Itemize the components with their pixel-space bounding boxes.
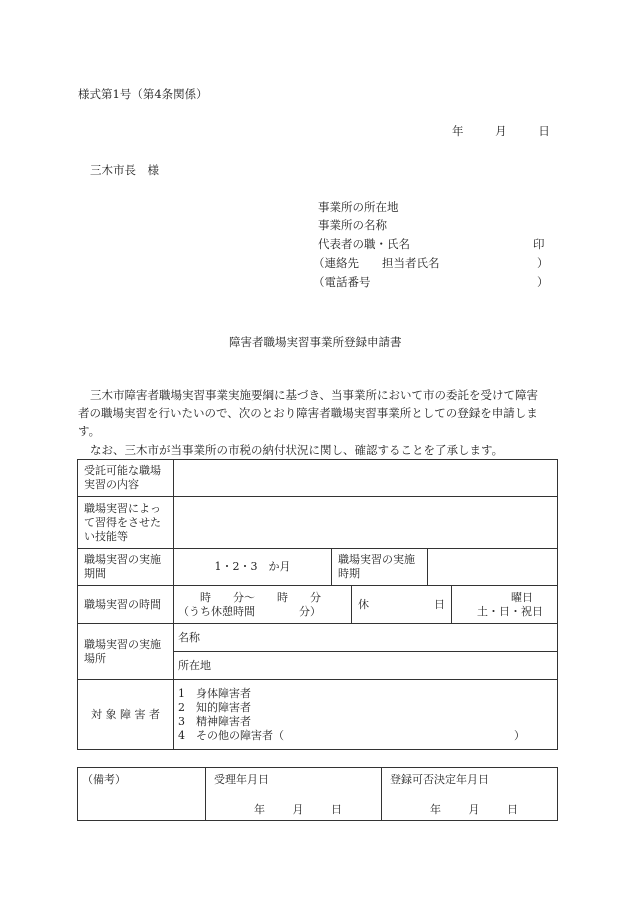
hours-label: 職場実習の時間	[78, 586, 174, 624]
period-value[interactable]: 1・2・3 か月	[174, 549, 332, 586]
received-month: 月	[292, 803, 304, 816]
remarks-label: （備考）	[82, 773, 126, 786]
contact-close: ）	[537, 256, 549, 270]
body-line-1: 三木市障害者職場実習事業実施要綱に基づき、当事業所において市の委託を受けて障害	[90, 388, 539, 402]
applicant-address-label: 事業所の所在地	[318, 200, 399, 214]
received-cell[interactable]	[206, 768, 382, 821]
content-label-2: 実習の内容	[84, 478, 139, 491]
received-year: 年	[254, 803, 265, 816]
target-physical[interactable]: 1 身体障害者	[178, 686, 251, 700]
place-label-2: 場所	[84, 651, 106, 665]
period-label-2: 期間	[84, 567, 106, 580]
skills-input[interactable]	[174, 497, 558, 549]
target-mental[interactable]: 3 精神障害者	[178, 714, 251, 728]
decision-year: 年	[430, 803, 441, 816]
applicant-name-label: 事業所の名称	[318, 218, 387, 232]
content-label-cell	[78, 460, 174, 497]
decision-month: 月	[468, 803, 480, 816]
date-month: 月	[495, 124, 507, 138]
decision-day: 日	[507, 803, 518, 816]
addressee: 三木市長 様	[90, 163, 159, 177]
target-close: ）	[514, 729, 525, 742]
place-label-1: 職場実習の実施	[84, 637, 161, 651]
place-address-input[interactable]	[174, 652, 558, 680]
body-line-3: す。	[78, 424, 101, 438]
skills-label-2: て習得をさせた	[84, 515, 161, 529]
remarks-cell[interactable]	[78, 768, 206, 821]
weekday-cell[interactable]	[452, 586, 557, 623]
date-line	[452, 123, 550, 139]
timing-input[interactable]	[428, 549, 558, 586]
skills-label-cell	[78, 497, 174, 549]
hours-break: （うち休憩時間 分）	[178, 604, 321, 618]
date-year: 年	[452, 124, 464, 138]
skills-label-3: い技能等	[84, 529, 128, 543]
decision-date	[430, 803, 518, 817]
body-line-2: 者の職場実習を行いたいので、次のとおり障害者職場実習事業所としての登録を申請しま	[78, 406, 538, 420]
target-intellectual[interactable]: 2 知的障害者	[178, 700, 251, 714]
holiday-day: 日	[434, 597, 445, 611]
target-label: 対 象 障 害 者	[78, 680, 174, 750]
phone-label: （電話番号	[313, 275, 371, 289]
phone-close: ）	[537, 275, 549, 289]
weekday-label: 曜日	[511, 590, 533, 604]
place-name-label: 名称	[178, 630, 200, 644]
target-other[interactable]: 4 その他の障害者（	[178, 728, 284, 742]
applicant-rep-label: 代表者の職・氏名	[318, 237, 410, 251]
place-address-label: 所在地	[178, 658, 211, 672]
skills-label-1: 職場実習によっ	[84, 501, 161, 515]
document-title: 障害者職場実習事業所登録申請書	[229, 335, 402, 349]
holiday-label: 休	[358, 597, 369, 611]
hours-input[interactable]	[174, 586, 352, 623]
body-consent: なお、三木市が当事業所の市税の納付状況に関し、確認することを了承します。	[90, 443, 504, 457]
received-date	[254, 803, 342, 817]
received-day: 日	[331, 803, 342, 816]
holiday-cell[interactable]	[352, 586, 452, 623]
place-name-input[interactable]	[174, 624, 558, 652]
date-day: 日	[538, 124, 550, 138]
place-label-cell	[78, 624, 174, 680]
hours-row	[174, 586, 558, 624]
seal-mark: 印	[533, 237, 545, 251]
form-number: 様式第1号（第4条関係）	[78, 87, 208, 101]
contact-label: （連絡先 担当者氏名	[313, 256, 440, 270]
weekend-label: 土・日・祝日	[477, 604, 543, 618]
period-label-cell	[78, 549, 174, 586]
content-input[interactable]	[174, 460, 558, 497]
office-use-table	[77, 767, 558, 821]
application-table	[77, 459, 558, 750]
content-label-1: 受託可能な職場	[84, 464, 161, 477]
decision-label: 登録可否決定年月日	[390, 773, 489, 786]
target-options[interactable]	[174, 680, 558, 750]
timing-label-cell	[332, 549, 428, 586]
hours-range: 時 分～ 時 分	[200, 590, 321, 604]
period-label-1: 職場実習の実施	[84, 553, 161, 566]
received-label: 受理年月日	[214, 773, 269, 786]
decision-cell[interactable]	[382, 768, 558, 821]
timing-label-2: 時期	[338, 567, 360, 580]
timing-label-1: 職場実習の実施	[338, 553, 415, 566]
